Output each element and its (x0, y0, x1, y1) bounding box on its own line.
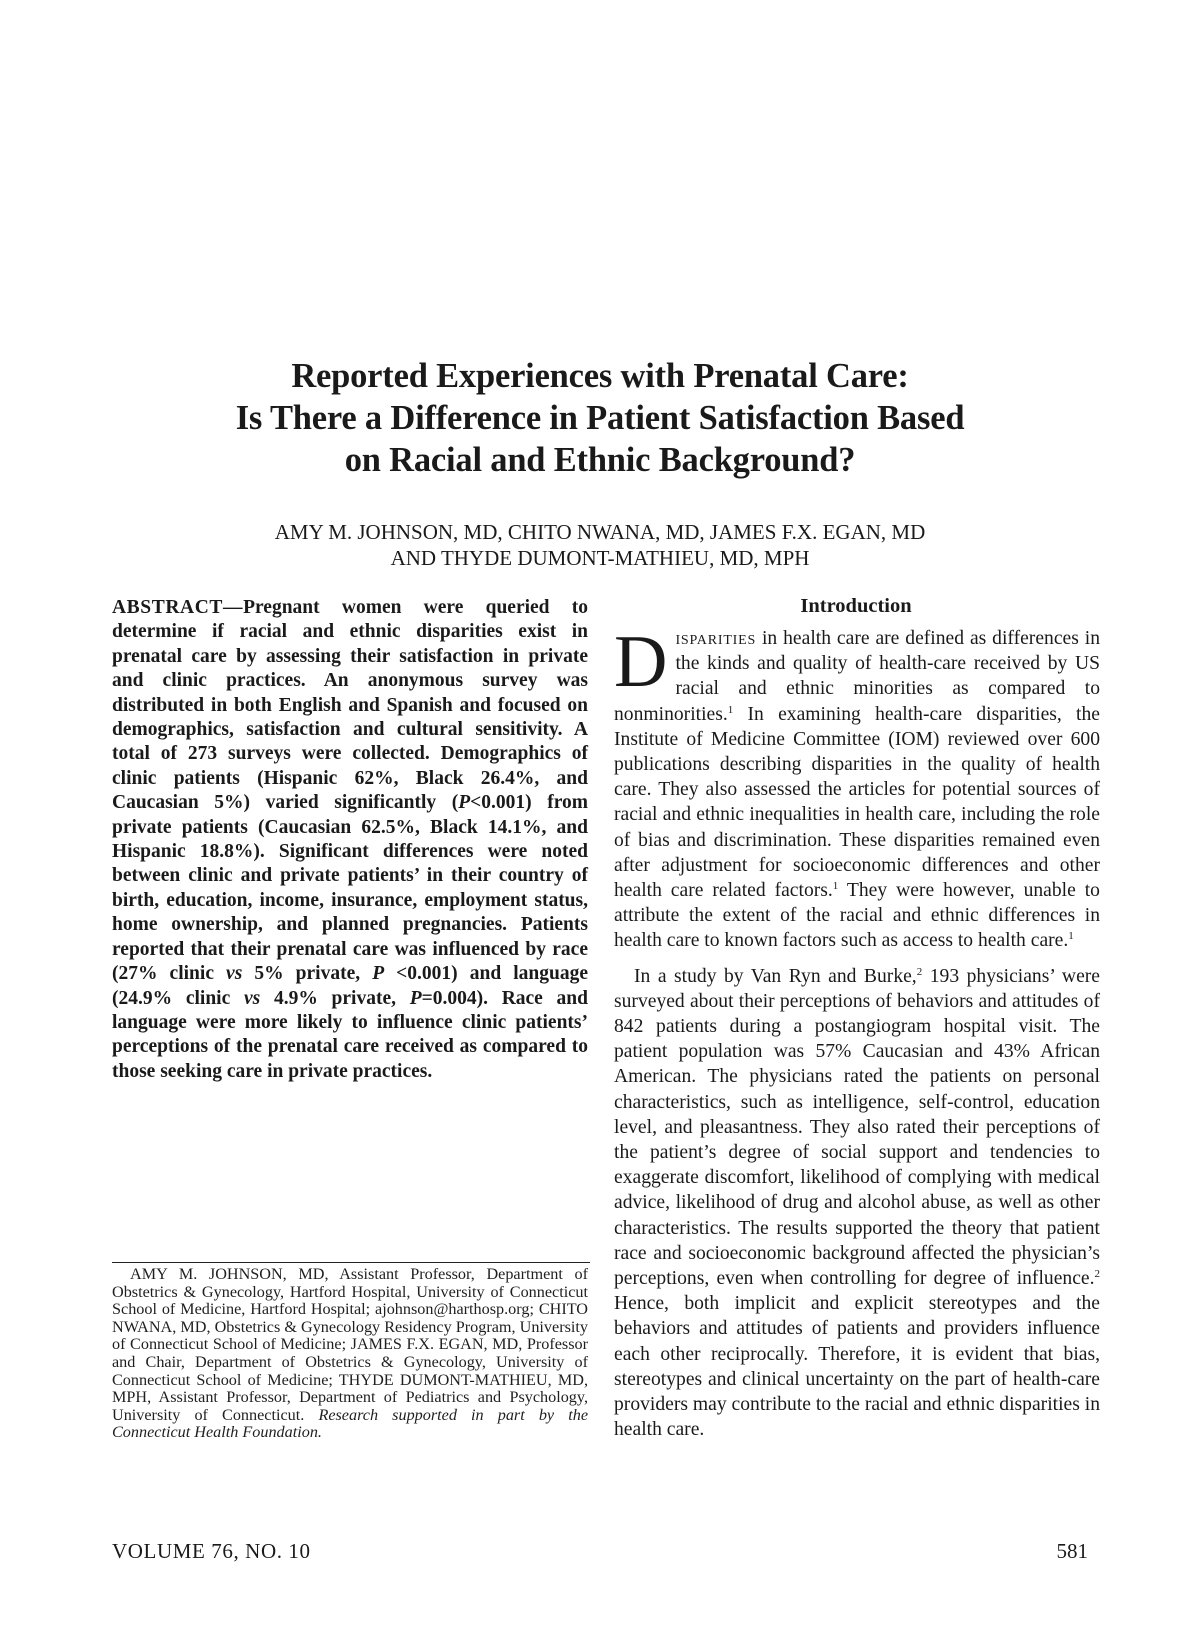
abstract-text: 5% private, (242, 963, 373, 985)
paragraph-text: They were however, unable to attribute the extent of the racial and ethnic differences in health care to known factors such as access to health care. (614, 880, 1100, 952)
author-affiliations (112, 1266, 588, 1442)
footnote-rule (112, 1262, 590, 1263)
article-title (100, 355, 1100, 481)
intro-paragraph-2 (614, 964, 1100, 1443)
paragraph-text: 193 physicians’ were surveyed about their perceptions of behaviors and attitudes of 842 patients during a postangiogram hospital visit. The patient population was 57% Caucasian and 43% African American. The physicians rated the patients on personal characteristics, such as intelligence, self-control, education level, and pleasantness. They also rated their perceptions of the patient’s degree of social support and tendencies to exaggerate discomfort, likelihood of complying with medical advice, likelihood of drug and alcohol abuse, as well as other characteristics. The results supported the theory that patient race and socioeconomic background affected the physician’s perceptions, even when controlling for degree of influence. (614, 965, 1100, 1290)
abstract-heading: ABSTRACT— (112, 597, 244, 618)
citation-ref: 2 (916, 965, 923, 978)
paragraph-text: In a study by Van Ryn and Burke, (634, 965, 917, 987)
title-line-3: on Racial and Ethnic Background? (344, 441, 856, 479)
paragraph-text: In examining health-care disparities, the Institute of Medicine Committee (IOM) reviewed over 600 publications describing disparities in the quality of health care. They also assessed the articles for potential sources of racial and ethnic inequalities in health care, including the role of bias and discrimination. These disparities remained even after adjustment for socioeconomic differences and other health care related factors. (614, 703, 1100, 902)
affiliations-text: AMY M. JOHNSON, MD, Assistant Professor, Department of Obstetrics & Gynecology, Hartford Hospital, University of Connecticut School of Medicine, Hartford Hospital; ajohnson@harthosp.org; CHITO NWANA, MD, Obstetrics & Gynecology Residency Program, University of Connecticut School of Medicine; JAMES F.X. EGAN, MD, Professor and Chair, Department of Obstetrics & Gynecology, University of Connecticut School of Medicine; THYDE DUMONT-MATHIEU, MD, MPH, Assistant Professor, Department of Pediatrics and Psychology, University of Connecticut. (112, 1265, 588, 1424)
paragraph-text: Hence, both implicit and explicit stereotypes and the behaviors and attitudes of patients and providers influence each other reciprocally. Therefore, it is evident that bias, stereotypes and clinical uncertainty on the part of health-care providers may contribute to the racial and ethnic disparities in health care. (614, 1293, 1100, 1441)
citation-ref: 2 (1094, 1268, 1100, 1281)
author-list (120, 519, 1080, 571)
journal-volume: VOLUME 76, NO. 10 (112, 1539, 311, 1563)
page-number: 581 (1056, 1539, 1088, 1563)
versus-abbrev: vs (226, 963, 243, 985)
abstract-text: =0.004). Race and language were more likely to influence clinic patients’ perceptions of the prenatal care received as compared to those seeking care in private practices. (112, 987, 588, 1082)
citation-ref: 1 (1068, 930, 1074, 943)
authors-line-1: AMY M. JOHNSON, MD, CHITO NWANA, MD, JAMES F.X. EGAN, MD (274, 520, 926, 544)
p-value-symbol: P (458, 792, 471, 814)
paragraph-text: in health care are defined as differences in the kinds and quality of health-care received by US racial and ethnic minorities as compared to nonminorities. (614, 628, 1100, 725)
section-heading-introduction: Introduction (800, 595, 912, 617)
title-line-1: Reported Experiences with Prenatal Care: (291, 357, 909, 395)
citation-ref: 1 (727, 703, 734, 716)
versus-abbrev: vs (243, 987, 261, 1009)
abstract-text: 4.9% private, (260, 987, 410, 1009)
drop-cap: D (614, 621, 668, 703)
small-caps-lead: isparities (675, 628, 757, 649)
citation-ref: 1 (832, 880, 839, 893)
p-value-symbol: P (372, 963, 385, 985)
introduction-body (614, 621, 1100, 1443)
title-line-2: Is There a Difference in Patient Satisfaction Based (235, 399, 965, 437)
authors-line-2: AND THYDE DUMONT-MATHIEU, MD, MPH (390, 546, 810, 570)
abstract-text: <0.001) from private patients (Caucasian 62.5%, Black 14.1%, and Hispanic 18.8%). Significant differences were noted between clinic and private patients’ in their country of birth, education, income, insurance, employment status, home ownership, and planned pregnancies. Patients reported that their prenatal care was influenced by race (27% clinic (112, 792, 588, 985)
intro-paragraph-1 (614, 621, 1100, 954)
abstract-text: <0.001) and language (24.9% clinic (112, 963, 588, 1009)
p-value-symbol: P (409, 987, 422, 1009)
abstract-text: Pregnant women were queried to determine if racial and ethnic disparities exist in prenatal care by assessing their satisfaction in private and clinic practices. An anonymous survey was distributed in both English and Spanish and focused on demographics, satisfaction and cultural sensitivity. A total of 273 surveys were collected. Demographics of clinic patients (Hispanic 62%, Black 26.4%, and Caucasian 5%) varied significantly ( (112, 597, 588, 814)
funding-note: Research supported in part by the Connecticut Health Foundation. (112, 1405, 589, 1442)
abstract (112, 596, 588, 1084)
